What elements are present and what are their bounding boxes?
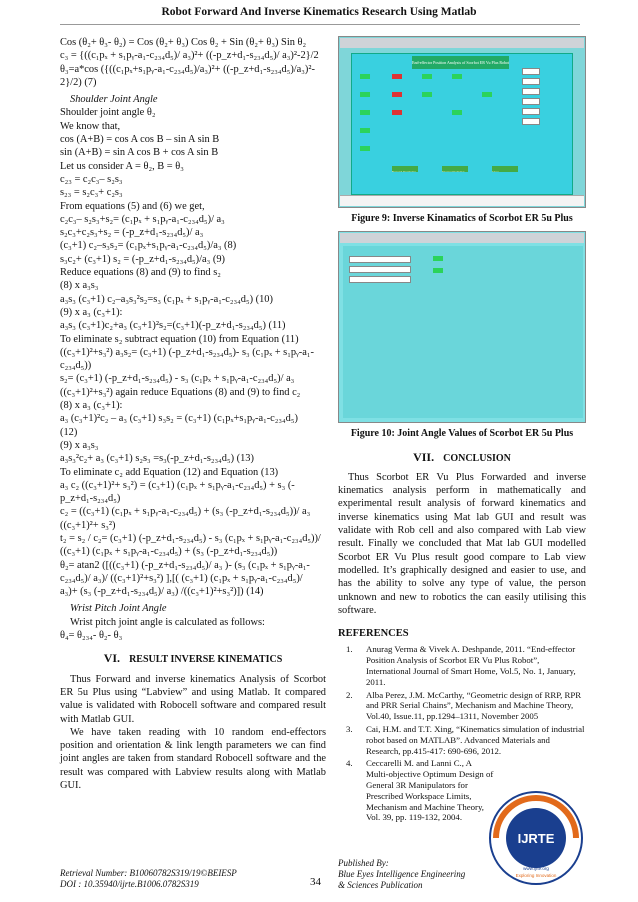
section-number: VII. <box>413 449 435 464</box>
paragraph: Thus Forward and inverse kinematics Analysis of Scorbot ER 5u Plus using “Labview” and using Matlab. It compared value is validated with Robocell software and compared result with Matlab GUI. <box>60 673 326 725</box>
eq-line: To eliminate c₂ add Equation (12) and Equation (13) <box>60 466 279 478</box>
eq-line: (8) x a₃s₃ <box>60 280 99 292</box>
section-heading-6 <box>60 652 326 666</box>
seal-url: www.ijrte.org <box>523 866 549 871</box>
eq-line: Let us consider A = θ₂, B = θ₃ <box>60 160 184 172</box>
eq-line: ((c₃+1)²+s₃²) a₃s₂= (c₃+1) (-p_z+d₁-s₂₃₄d₅)- s₃ (c₁pₓ + s₁pᵧ-a₁- <box>60 346 314 358</box>
eq-line: c₂c₃– s₂s₃+s₂= (c₁pₓ + s₁pᵧ-a₁-c₂₃₄d₅)/ a₃ <box>60 213 225 225</box>
gui-value <box>522 118 540 125</box>
gui-value <box>349 256 411 263</box>
eq-line: To eliminate s₂ subtract equation (10) from Equation (11) <box>60 333 299 345</box>
eq-line: Reduce equations (8) and (9) to find s₂ <box>60 267 221 279</box>
gui-forward-button: Forward kinematics <box>392 166 418 172</box>
figure-9-caption: Figure 9: Inverse Kinamatics of Scorbot ER 5u Plus <box>351 213 573 224</box>
reference-item <box>346 724 586 756</box>
eq-line: s₃c₂+ (c₃+1) s₂ = (-p_z+d₁-s₂₃₄d₅)/a₃ (9) <box>60 253 225 265</box>
references-heading: REFERENCES <box>338 628 409 640</box>
publisher-line: Blue Eyes Intelligence Engineering <box>338 869 466 879</box>
seal-abbr: IJRTE <box>517 831 555 846</box>
conclusion-paragraph: Thus Scorbot ER Vu Plus Forwarded and inverse kinematics analysis perform in mathematically and experimental result analysis of forward kinematics and inverse kinematics using Mat lab GUI and result was validate with Rob cell and also compared with Lab view result. Finally we concluded that Mat lab GUI modelled Scorbot ER Vu Plus result good compare to Lab view modelled. It’s graphically designed and easier to use, and has the ability to solve any type of value, the person unknown and new to robotics the can easily utilising this software. <box>338 471 586 616</box>
subsection-wrist: Wrist Pitch Joint Angle <box>70 603 167 615</box>
reference-item <box>346 690 586 722</box>
equations-shoulder <box>60 106 326 598</box>
eq-line: (8) x a₃ (c₃+1): <box>60 400 123 412</box>
figure-10-screenshot <box>338 231 586 423</box>
ref-text: Ceccarelli M. and Lanni C., A Multi-objective Optimum Design of General 3R Manipulators for Prescribed Workspace Limits, Mechanism and Machine Theory, Vol. 39, pp. 119-132, 2004. <box>366 758 494 823</box>
eq-line: ((c₃+1) (c₁pₓ + s₁pᵧ-a₁-c₂₃₄d₅) + (s₃ (-p_z+d₁-s₂₃₄d₅)) <box>60 546 278 558</box>
eq-line: Shoulder joint angle θ₂ <box>60 107 156 119</box>
footer-publisher <box>338 858 465 891</box>
equations-top <box>60 36 326 89</box>
eq-line: c₂₃₄d₅)/ a₃)/ ((c₃+1)²+s₃²) ],[( (c₃+1) (c₁pₓ + s₁pᵧ-a₁-c₂₃₄d₅)/ <box>60 572 303 584</box>
eq-line: sin (A+B) = sin A cos B + cos A sin B <box>60 147 219 159</box>
gui-field <box>452 74 462 79</box>
eq-line: a₃s₃ (c₃+1)c₂+a₃ (c₃+1)²s₂=(c₃+1)(-p_z+d₁-s₂₃₄d₅) (11) <box>60 320 286 332</box>
ref-text: Cai, H.M. and T.T. Xing, “Kinematics simulation of industrial robot based on MATLAB”. Advanced Materials and Research, pp.415-417: 690-696, 2012. <box>366 724 585 756</box>
section-heading-7 <box>338 451 586 465</box>
eq-line: c₂ = ((c₃+1) (c₁pₓ + s₁pᵧ-a₁-c₂₃₄d₅) + (s₃ (-p_z+d₁-s₂₃₄d₅))/ a₃ <box>60 506 311 518</box>
eq-line: a₃s₃ (c₃+1) c₂–a₃s₃²s₂=s₃ (c₁pₓ + s₁pᵧ-a₁-c₂₃₄d₅) (10) <box>60 293 273 305</box>
figure-10-caption: Figure 10: Joint Angle Values of Scorbot ER 5u Plus <box>350 428 574 440</box>
gui-value <box>522 88 540 95</box>
eq-line: Wrist pitch joint angle is calculated as follows: <box>70 616 265 628</box>
figure-9-screenshot <box>338 36 586 208</box>
reference-item <box>346 758 496 823</box>
gui-field <box>392 74 402 79</box>
header-rule <box>60 24 580 25</box>
publisher-line: & Sciences Publication <box>338 880 423 890</box>
eq-line: We know that, <box>60 120 121 132</box>
gui-value <box>522 78 540 85</box>
eq-line: From equations (5) and (6) we get, <box>60 200 205 212</box>
gui-value <box>522 68 540 75</box>
gui-field <box>433 256 443 261</box>
gui-panel <box>343 246 583 418</box>
eq-line: a₃s₃²c₂+ a₃ (c₃+1) s₂s₃ =s₃(-p_z+d₁-s₂₃₄d₅) (13) <box>60 453 254 465</box>
retrieval-number: Retrieval Number: B10060782S319/19©BEIESP <box>60 868 237 878</box>
eq-line: t₂ = s₂ / c₂= (c₃+1) (-p_z+d₁-s₂₃₄d₅) - s₃ (c₁pₓ + s₁pᵧ-a₁-c₂₃₄d₅))/ <box>60 532 321 544</box>
ref-number: 1. <box>346 644 353 655</box>
page-number: 34 <box>310 876 321 888</box>
gui-field <box>360 128 370 133</box>
gui-close-button: Close <box>492 166 518 172</box>
running-header: Robot Forward And Inverse Kinematics Research Using Matlab <box>161 6 477 18</box>
eq-line: c₂₃₄d₅)) <box>60 360 92 372</box>
eq-line: (c₃+1) c₂–s₃s₂= (c₁pₓ+s₁pᵧ-a₁-c₂₃₄d₅)/a₃ (8) <box>60 240 237 252</box>
paragraph: We have taken reading with 10 random end-effectors position and orientation & link length parameters we can find joint angles are taken from standard Robocell software and the result was compared with Labview results along with Matlab GUI. <box>60 726 326 792</box>
eq-line: s₂c₃+c₂s₃+s₂ = (-p_z+d₁-s₂₃₄d₅)/ a₃ <box>60 227 204 239</box>
right-column <box>338 36 586 825</box>
gui-value <box>349 266 411 273</box>
eq-line: θ₄= θ₂₃₄- θ₂- θ₃ <box>60 630 123 642</box>
gui-inverse-button: Inverse kinematics <box>442 166 468 172</box>
reference-item <box>346 644 586 687</box>
gui-panel <box>351 53 573 195</box>
eq-line: θ₃=a*cos ({((c₁pₓ+s₁pᵧ-a₁-c₂₃₄d₅)/a₃)²+ ((-p_z+d₁-s₂₃₄d₅)/a₃)²- <box>60 63 315 75</box>
ref-number: 3. <box>346 724 353 735</box>
eq-line: a₃)+ (s₃ (-p_z+d₁-s₂₃₄d₅)/ a₃) /((c₃+1)²+s₃²)]) (14) <box>60 586 264 598</box>
gui-field <box>482 92 492 97</box>
window-titlebar <box>340 38 584 48</box>
gui-field <box>360 74 370 79</box>
seal-tagline: Exploring Innovation <box>515 873 557 878</box>
section-number: VI. <box>103 651 121 666</box>
gui-field <box>360 110 370 115</box>
gui-field <box>360 146 370 151</box>
command-window <box>340 195 584 206</box>
ref-number: 2. <box>346 689 353 700</box>
eq-line: c₂₃ = c₂c₃– s₂s₃ <box>60 173 123 185</box>
gui-field <box>422 74 432 79</box>
eq-line: a₃ c₂ ((c₃+1)²+ s₃²) = (c₃+1) (c₁pₓ + s₁pᵧ-a₁-c₂₃₄d₅) + s₃ (- <box>60 479 295 491</box>
gui-field <box>360 92 370 97</box>
ref-number: 4. <box>346 758 353 769</box>
eq-line: 2}/2) (7) <box>60 76 97 88</box>
footer-left <box>60 868 237 890</box>
eq-line: ((c₃+1)²+s₃²) again reduce Equations (8) and (9) to find c₂ <box>60 386 301 398</box>
section-title: CONCLUSION <box>443 452 511 464</box>
eq-line: (9) x a₃ (c₃+1): <box>60 306 123 318</box>
eq-line: p_z+d₁-s₂₃₄d₅) <box>60 493 121 505</box>
eq-line: (12) <box>60 426 78 438</box>
window-titlebar <box>340 233 584 243</box>
eq-line: ((c₃+1)²+ s₃²) <box>60 519 116 531</box>
gui-field <box>392 110 402 115</box>
gui-field <box>422 92 432 97</box>
eq-line: Cos (θ₂+ θ₃- θ₂) = Cos (θ₂+ θ₃) Cos θ₂ + Sin (θ₂+ θ₃) Sin θ₂ <box>60 37 307 48</box>
gui-value <box>522 108 540 115</box>
eq-line: s₂= (c₃+1) (-p_z+d₁-s₂₃₄d₅) - s₃ (c₁pₓ + s₁pᵧ-a₁-c₂₃₄d₅)/ a₃ <box>60 373 295 385</box>
gui-field <box>433 268 443 273</box>
doi: DOI : 10.35940/ijrte.B1006.0782S319 <box>60 879 199 889</box>
gui-value <box>522 98 540 105</box>
left-column <box>60 36 326 792</box>
ref-text: Alba Perez, J.M. McCarthy, “Geometric design of RRP, RPR and PRR Serial Chains”, Mechanism and Machine Theory, Vol.40, Issue.11, pp.1294–1311, November 2005 <box>366 689 582 722</box>
eq-line: (9) x a₃s₃ <box>60 439 99 451</box>
gui-value <box>349 276 411 283</box>
eq-line: cos (A+B) = cos A cos B – sin A sin B <box>60 134 220 146</box>
journal-seal-logo <box>488 790 584 886</box>
published-by: Published By: <box>338 858 389 868</box>
section-title: RESULT INVERSE KINEMATICS <box>129 654 283 666</box>
eq-line: a₃ (c₃+1)²c₂ – a₃ (c₃+1) s₃s₂ = (c₃+1) (c₁pₓ+s₁pᵧ-a₁-c₂₃₄d₅) <box>60 413 298 425</box>
eq-line: θ₂= atan2 ([((c₃+1) (-p_z+d₁-s₂₃₄d₅)/ a₃ )- (s₃ (c₁pₓ + s₁pᵧ-a₁- <box>60 559 310 571</box>
gui-field <box>392 92 402 97</box>
eq-line: c₃ = {((c₁pₓ + s₁pᵧ-a₁-c₂₃₄d₅)/ a₃)²+ ((-p_z+d₁-s₂₃₄d₅)/ a₃)²-2}/2 <box>60 50 319 62</box>
ref-text: Anurag Verma & Vivek A. Deshpande, 2011. “End-effector Position Analysis of Scorbot ER Vu Plus Robot”, International Journal of Smart Home, Vol.5, No. 1, January, 2011. <box>366 644 576 687</box>
subsection-shoulder: Shoulder Joint Angle <box>70 94 158 106</box>
gui-title: End-effector Position Analysis of Scorbot ER Vu Plus Robot <box>412 56 509 69</box>
eq-line: s₂₃ = s₂c₃+ c₂s₃ <box>60 187 123 199</box>
gui-field <box>452 110 462 115</box>
